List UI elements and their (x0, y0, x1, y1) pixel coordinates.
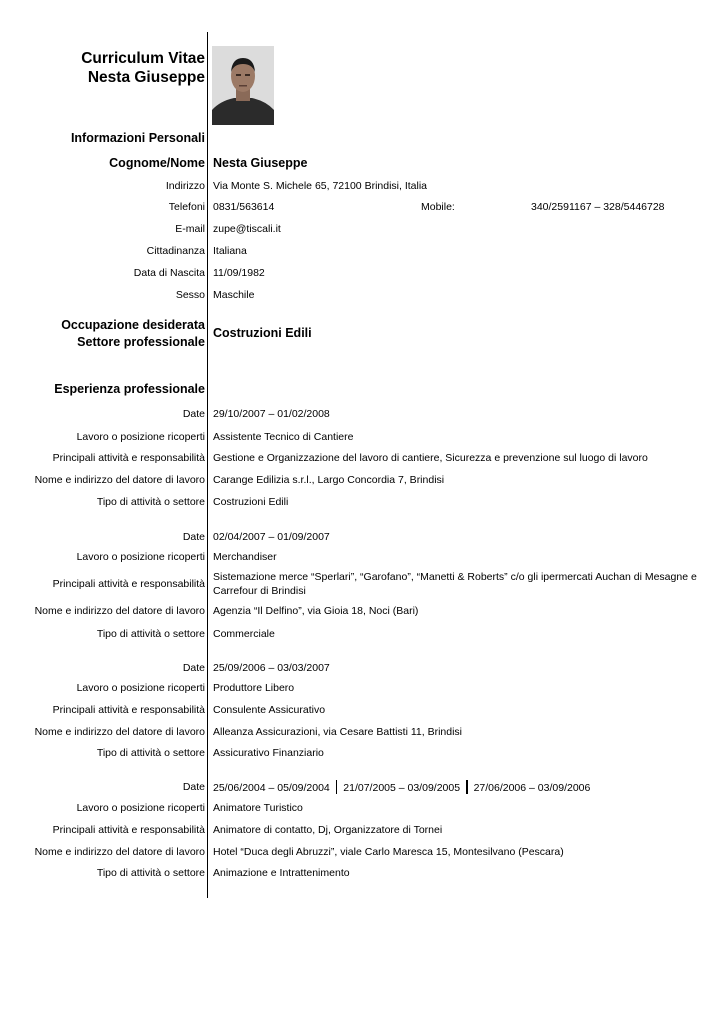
exp2-activities-line1: Sistemazione merce “Sperlari”, “Garofano”, “Manetti & Roberts” c/o gli ipermercati Auchan di Mesagne e (213, 571, 697, 583)
exp3-date: 25/09/2006 – 03/03/2007 (213, 662, 330, 674)
exp4-dates (213, 780, 590, 795)
email-value[interactable]: zupe@tiscali.it (213, 223, 281, 235)
date-separator (336, 780, 338, 794)
exp2-position: Merchandiser (213, 551, 277, 563)
section-experience: Esperienza professionale (54, 382, 205, 396)
exp2-activities-label: Principali attività e responsabilità (52, 578, 205, 590)
exp4-activities: Animatore di contatto, Dj, Organizzatore di Tornei (213, 824, 443, 836)
exp2-employer: Agenzia “Il Delfino”, via Gioia 18, Noci (Bari) (213, 605, 419, 617)
exp3-employer-label: Nome e indirizzo del datore di lavoro (34, 726, 205, 738)
citizenship-value: Italiana (213, 245, 247, 257)
exp3-position: Produttore Libero (213, 682, 295, 694)
profile-photo (212, 46, 274, 125)
mobile-label: Mobile: (421, 201, 455, 213)
section-personal-info: Informazioni Personali (70, 131, 205, 145)
sex-label: Sesso (175, 289, 205, 301)
exp4-date-1: 25/06/2004 – 05/09/2004 (213, 782, 330, 794)
phone-value: 0831/563614 (213, 201, 275, 213)
exp1-sector-label: Tipo di attività o settore (96, 496, 205, 508)
exp1-sector: Costruzioni Edili (213, 496, 289, 508)
occupation-value: Costruzioni Edili (213, 326, 312, 340)
exp2-date: 02/04/2007 – 01/09/2007 (213, 531, 330, 543)
address-value: Via Monte S. Michele 65, 72100 Brindisi, Italia (213, 180, 428, 192)
exp1-employer-label: Nome e indirizzo del datore di lavoro (34, 474, 205, 486)
citizenship-label: Cittadinanza (146, 245, 205, 257)
exp4-position: Animatore Turistico (213, 802, 303, 814)
exp1-employer: Carange Edilizia s.r.l., Largo Concordia 7, Brindisi (213, 474, 445, 486)
exp3-employer: Alleanza Assicurazioni, via Cesare Battisti 11, Brindisi (213, 726, 463, 738)
exp4-sector-label: Tipo di attività o settore (96, 867, 205, 879)
birth-label: Data di Nascita (133, 267, 205, 279)
date-separator (466, 780, 468, 794)
exp3-activities-label: Principali attività e responsabilità (52, 704, 205, 716)
exp4-date-label: Date (182, 781, 205, 793)
exp4-date-3: 27/06/2006 – 03/09/2006 (473, 782, 591, 794)
phone-label: Telefoni (168, 201, 205, 213)
exp3-activities: Consulente Assicurativo (213, 704, 326, 716)
occupation-label: Occupazione desiderata (61, 318, 205, 332)
exp4-employer: Hotel “Duca degli Abruzzi”, viale Carlo Maresca 15, Montesilvano (Pescara) (213, 846, 564, 858)
sex-value: Maschile (213, 289, 255, 301)
exp3-date-label: Date (182, 662, 205, 674)
exp4-sector: Animazione e Intrattenimento (213, 867, 350, 879)
exp1-activities: Gestione e Organizzazione del lavoro di cantiere, Sicurezza e prevenzione sul luogo di lavoro (213, 452, 648, 464)
cv-name-title: Nesta Giuseppe (87, 69, 205, 86)
exp4-position-label: Lavoro o posizione ricoperti (76, 802, 205, 814)
exp2-date-label: Date (182, 531, 205, 543)
exp2-sector: Commerciale (213, 628, 275, 640)
exp2-activities-line2: Carrefour di Brindisi (213, 585, 306, 597)
exp4-date-2: 21/07/2005 – 03/09/2005 (343, 782, 461, 794)
sector-label: Settore professionale (77, 335, 205, 349)
name-value: Nesta Giuseppe (213, 156, 308, 170)
exp1-position: Assistente Tecnico di Cantiere (213, 431, 354, 443)
exp1-activities-label: Principali attività e responsabilità (52, 452, 205, 464)
exp1-date-label: Date (182, 408, 205, 420)
exp3-sector-label: Tipo di attività o settore (96, 747, 205, 759)
exp1-date: 29/10/2007 – 01/02/2008 (213, 408, 330, 420)
birth-value: 11/09/1982 (213, 267, 265, 279)
exp2-employer-label: Nome e indirizzo del datore di lavoro (34, 605, 205, 617)
mobile-value: 340/2591167 – 328/5446728 (531, 201, 665, 213)
email-label: E-mail (175, 223, 205, 235)
exp2-sector-label: Tipo di attività o settore (96, 628, 205, 640)
exp4-activities-label: Principali attività e responsabilità (52, 824, 205, 836)
exp1-position-label: Lavoro o posizione ricoperti (76, 431, 205, 443)
exp2-position-label: Lavoro o posizione ricoperti (76, 551, 205, 563)
exp4-employer-label: Nome e indirizzo del datore di lavoro (34, 846, 205, 858)
cv-title: Curriculum Vitae (81, 50, 205, 67)
column-divider (207, 32, 208, 898)
exp3-sector: Assicurativo Finanziario (213, 747, 324, 759)
exp3-position-label: Lavoro o posizione ricoperti (76, 682, 205, 694)
address-label: Indirizzo (165, 180, 205, 192)
name-label: Cognome/Nome (109, 156, 205, 170)
